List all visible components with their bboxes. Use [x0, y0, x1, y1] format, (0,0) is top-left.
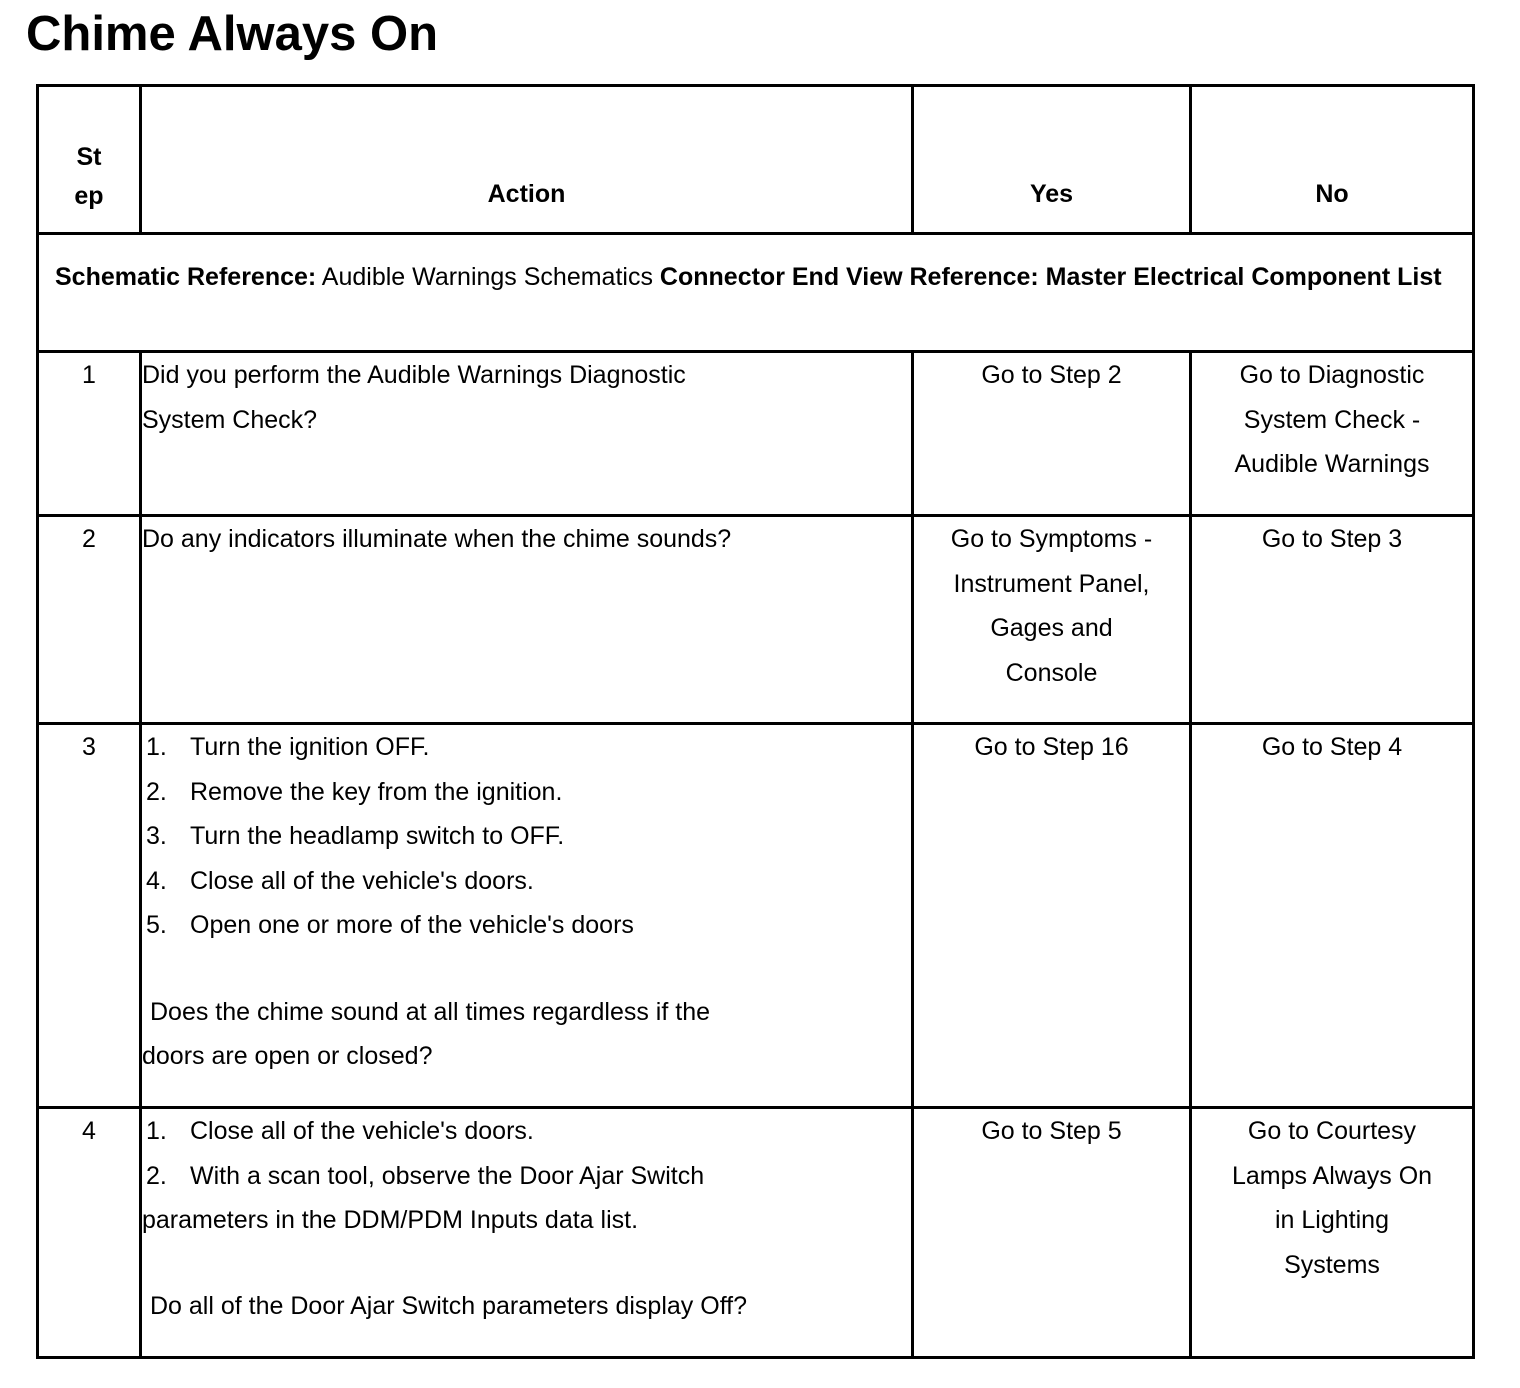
procedure-list [142, 725, 911, 948]
schematic-reference-label: Schematic Reference: [55, 263, 317, 291]
action-continuation: parameters in the DDM/PDM Inputs data list. [142, 1206, 639, 1234]
step-number: 4 [38, 1108, 141, 1358]
list-text: Turn the ignition OFF. [190, 733, 430, 761]
action-cell [141, 724, 913, 1108]
list-number: 3. [146, 822, 167, 850]
yes-cell [913, 516, 1191, 724]
no-cell: Go to Step 4 [1191, 724, 1474, 1108]
list-item [142, 770, 911, 815]
list-item [142, 725, 911, 770]
question-text: doors are open or closed? [142, 1042, 433, 1070]
step-number: 3 [38, 724, 141, 1108]
action-text: Do any indicators illuminate when the chime sounds? [142, 525, 732, 553]
list-number: 2. [146, 1161, 167, 1190]
no-line: Audible Warnings [1234, 450, 1430, 478]
list-text: Open one or more of the vehicle's doors [190, 911, 634, 939]
step-number: 1 [38, 352, 141, 516]
header-no: No [1191, 86, 1474, 234]
list-number: 1. [146, 733, 167, 761]
list-number: 2. [146, 777, 167, 806]
yes-line: Gages and [990, 614, 1113, 642]
table-row [38, 352, 1474, 516]
header-row [38, 86, 1474, 234]
procedure-list [142, 1109, 911, 1198]
yes-cell: Go to Step 2 [913, 352, 1191, 516]
header-yes: Yes [913, 86, 1191, 234]
action-cell [141, 516, 913, 724]
table-row [38, 724, 1474, 1108]
action-cell [141, 1108, 913, 1358]
list-number: 4. [146, 866, 167, 895]
yes-cell: Go to Step 5 [913, 1108, 1191, 1358]
reference-cell [38, 234, 1474, 352]
list-item [142, 1109, 911, 1154]
no-line: Go to Courtesy [1247, 1117, 1417, 1145]
list-item [142, 859, 911, 904]
step-number: 2 [38, 516, 141, 724]
header-step-line2: ep [74, 182, 104, 210]
yes-line: Go to Symptoms - [950, 525, 1153, 553]
spacer [142, 1243, 911, 1284]
table-row [38, 516, 1474, 724]
list-text: With a scan tool, observe the Door Ajar Switch [190, 1161, 705, 1190]
table-row [38, 1108, 1474, 1358]
no-line: Lamps Always On [1231, 1161, 1433, 1190]
list-text: Turn the headlamp switch to OFF. [190, 822, 565, 850]
schematic-reference-value: Audible Warnings Schematics [316, 263, 660, 291]
reference-row [38, 234, 1474, 352]
header-action: Action [141, 86, 913, 234]
list-text: Close all of the vehicle's doors. [190, 1117, 534, 1145]
connector-reference-label: Connector End View Reference: Master Electrical Component List [659, 263, 1442, 291]
no-line: System Check - [1243, 405, 1421, 434]
list-text: Close all of the vehicle's doors. [190, 866, 534, 895]
question-text: Does the chime sound at all times regardless if the [150, 997, 710, 1026]
no-line: in Lighting [1275, 1206, 1389, 1234]
yes-line: Console [1005, 658, 1098, 687]
yes-cell: Go to Step 16 [913, 724, 1191, 1108]
list-item [142, 903, 911, 948]
list-text: Remove the key from the ignition. [190, 777, 563, 806]
list-number: 5. [146, 911, 167, 939]
action-text: Did you perform the Audible Warnings Diagnostic System Check? [142, 361, 686, 434]
spacer [142, 948, 911, 990]
action-cell [141, 352, 913, 516]
header-step [38, 86, 141, 234]
page-title: Chime Always On [26, 7, 439, 61]
no-cell: Go to Step 3 [1191, 516, 1474, 724]
diagnostic-table [36, 84, 1475, 1359]
header-step-line1: St [76, 143, 102, 171]
no-cell [1191, 1108, 1474, 1358]
list-number: 1. [146, 1117, 167, 1145]
no-line: Go to Diagnostic [1239, 361, 1425, 389]
list-item [142, 1154, 911, 1199]
yes-line: Instrument Panel, [953, 569, 1150, 598]
question-text: Do all of the Door Ajar Switch parameters display Off? [150, 1291, 748, 1320]
no-line: Systems [1284, 1250, 1380, 1279]
list-item [142, 814, 911, 859]
no-cell [1191, 352, 1474, 516]
